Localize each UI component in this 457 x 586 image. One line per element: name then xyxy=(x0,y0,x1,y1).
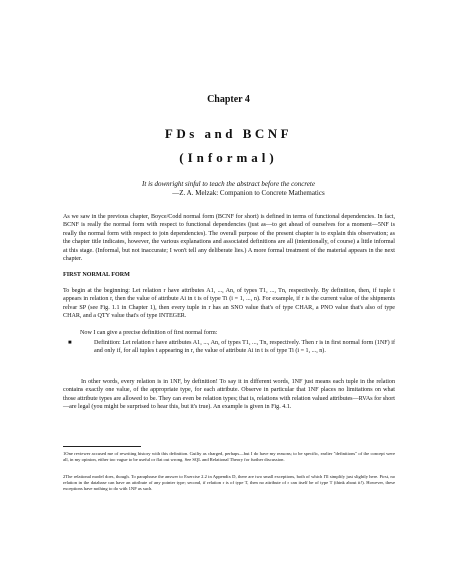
epigraph-quote: It is downright sinful to teach the abstract before the concrete xyxy=(142,180,315,188)
epigraph-attribution: —Z. A. Melzak: Companion to Concrete Mathematics xyxy=(172,189,325,197)
section-heading: FIRST NORMAL FORM xyxy=(63,272,130,278)
paragraph-types: To begin at the beginning: Let relation r have attributes A1, ..., An, of types T1, ..., Tn, respectively. By definition, then, if tuple t appears in relation r, then the value of attribute Ai in t is of type Ti (i = 1, ..., n). For example, if r is the current value of the shipments relvar SP (see Fig. 1.1 in Chapter 1), then every tuple in r has an SNO value that's of type CHAR, a PNO value that's also of type CHAR, and a QTY value that's of type INTEGER. xyxy=(63,288,395,320)
chapter-label: Chapter 4 xyxy=(207,94,250,105)
epigraph xyxy=(60,180,397,198)
definition-block xyxy=(68,339,395,356)
intro-paragraph: As we saw in the previous chapter, Boyce/Codd normal form (BCNF for short) is defined in terms of functional dependencies. In fact, BCNF is really the normal form with respect to functional dependencies (just as—to get ahead of ourselves for a moment—5NF is really the normal form with respect to join dependencies). The overall purpose of the present chapter is to explain this observation; as the chapter title indicates, however, the various explanations and associated definitions are all (intentionally, of course) a little informal at this stage. (Informal, but not inaccurate; I won't tell any deliberate lies.) A more formal treatment of the material appears in the next chapter. xyxy=(63,214,395,263)
paragraph-definition-lead: Now I can give a precise definition of first normal form: xyxy=(80,330,218,336)
definition-text: Definition: Let relation r have attributes A1, ..., An, of types T1, ..., Tn, respectively. Then r is in first normal form (1NF) if and only if, for all tuples t appearing in r, the value of attribute Ai in t is of type Ti (i = 1, ..., n). xyxy=(94,340,395,355)
footnote-1: 1One reviewer accused me of rewriting history with this definition. Guilty as charged, perhaps—but I do have my reasons; to be specific, earlier "definitions" of the concept were all, in my opinion, either too vague to be useful or flat out wrong. See SQL and Relational Theory for further discussion. xyxy=(63,451,395,463)
bullet-icon: ■ xyxy=(68,340,72,346)
chapter-subtitle: (Informal) xyxy=(179,150,278,165)
chapter-title: FDs and BCNF xyxy=(164,126,293,141)
paragraph-1nf-explained: In other words, every relation is in 1NF, by definition! To say it in different words, 1NF just means each tuple in the relation contains exactly one value, of the appropriate type, for each attribute. Observe in particular that 1NF places no limitations on what those attribute types are allowed to be. They can even be relation types; that is, relations with relation valued attributes—RVAs for short—are legal (you might be surprised to hear this, but it's true). An example is given in Fig. 4.1. xyxy=(63,379,395,411)
footnote-2: 2The relational model does, though. To paraphrase the answer to Exercise 2.2 in Appendix D, there are two small exceptions, both of which I'll simplify just slightly here. First, no relation in the database can have an attribute of any pointer type; second, if relation r is of type T, then no attribute of r can itself be of type T (think about it!). However, these exceptions have nothing to do with 1NF as such. xyxy=(63,474,395,492)
footnote-divider xyxy=(63,446,141,447)
